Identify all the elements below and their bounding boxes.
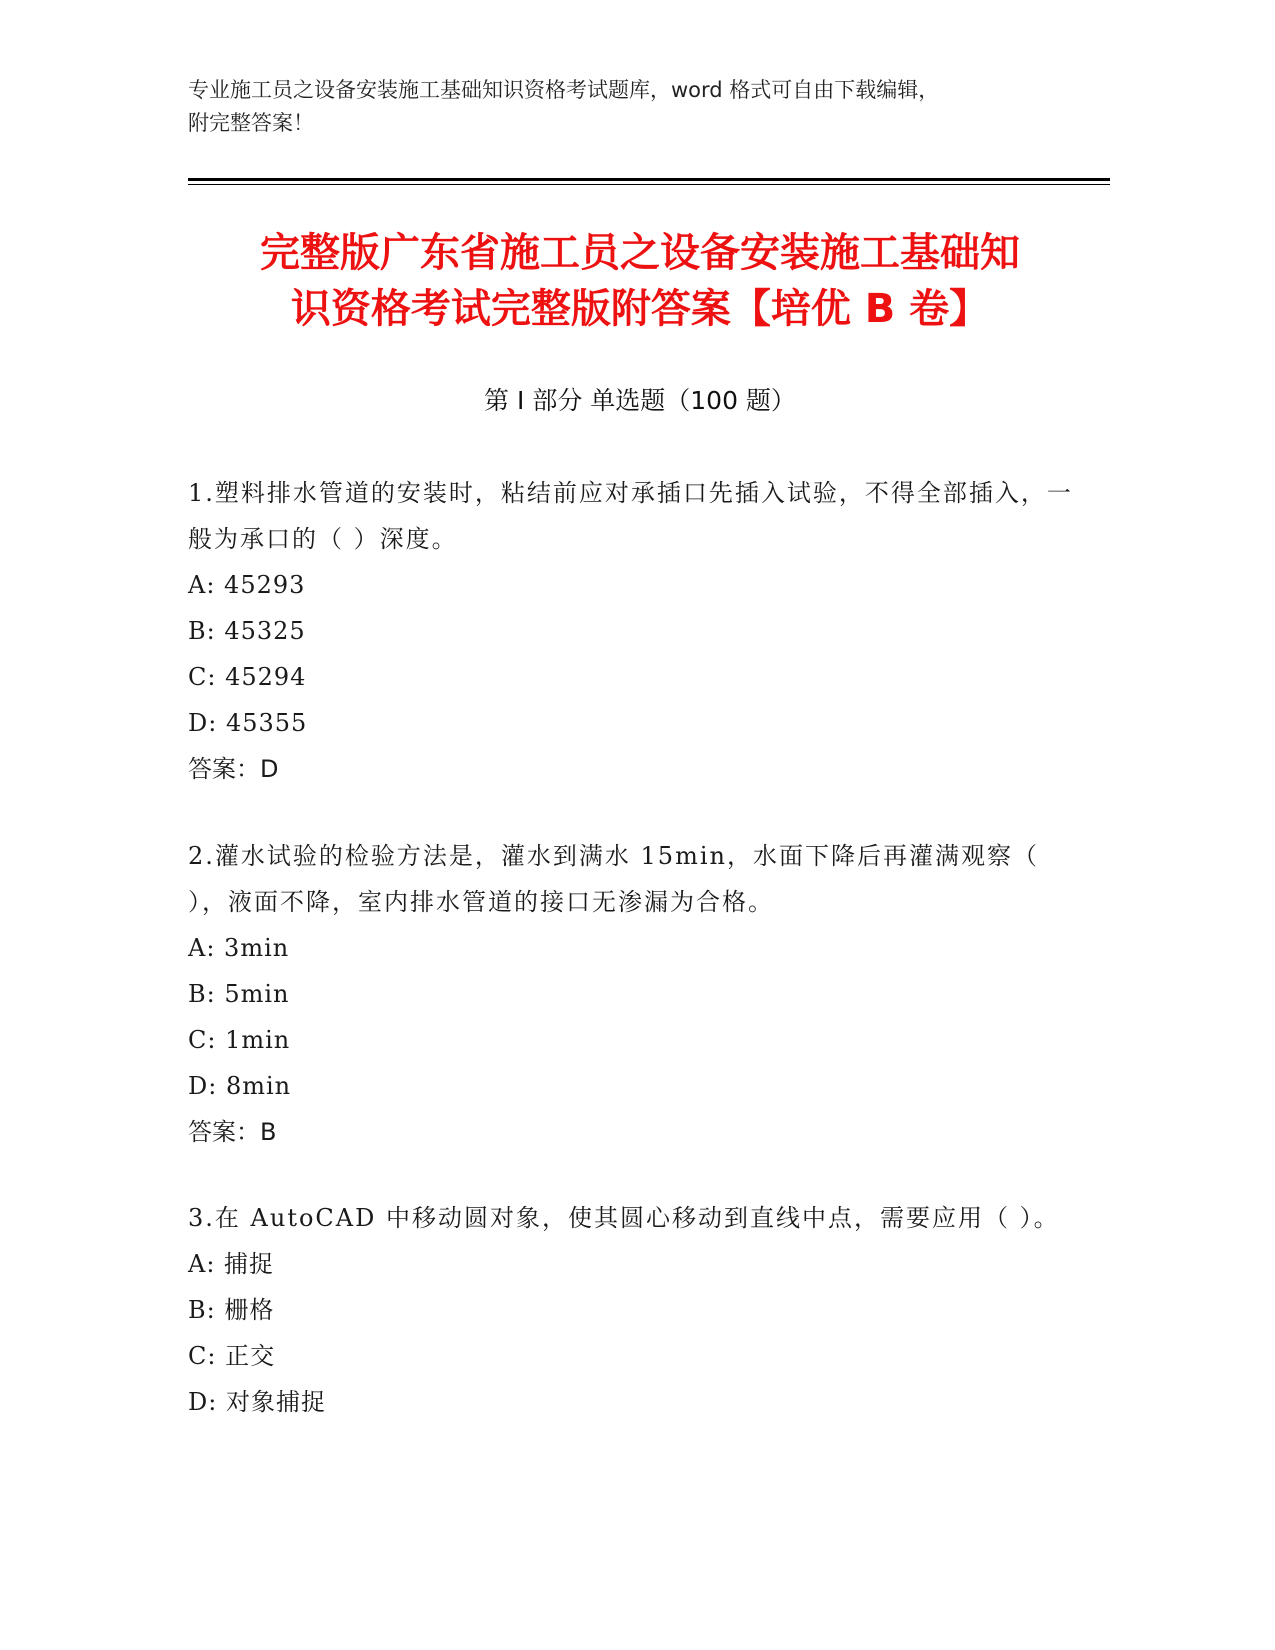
question-stem: 1.塑料排水管道的安装时，粘结前应对承插口先插入试验，不得全部插入，一般为承口的（ ）深度。 — [188, 479, 1073, 553]
question-2 — [188, 833, 1088, 1155]
question-1 — [188, 470, 1088, 792]
answer-line: 答案：D — [188, 755, 279, 783]
header-note — [188, 74, 1068, 140]
option-b: B: 5min — [188, 980, 290, 1008]
option-d: D: 8min — [188, 1072, 292, 1100]
section-heading: 第 I 部分 单选题（100 题） — [484, 386, 796, 415]
question-3 — [188, 1195, 1088, 1425]
option-d: D: 对象捕捉 — [188, 1388, 326, 1416]
answer-line: 答案：B — [188, 1118, 277, 1146]
option-b: B: 45325 — [188, 617, 306, 645]
question-stem: 2.灌水试验的检验方法是，灌水到满水 15min，水面下降后再灌满观察（ ），液面不降，室内排水管道的接口无渗漏为合格。 — [188, 842, 1039, 916]
header-note-line-2: 附完整答案！ — [188, 111, 314, 135]
document-title-line-2: 识资格考试完整版附答案【培优 B 卷】 — [290, 286, 990, 332]
option-c: C: 45294 — [188, 663, 307, 691]
option-a: A: 捕捉 — [188, 1250, 275, 1278]
document-title — [160, 225, 1120, 337]
option-b: B: 栅格 — [188, 1296, 275, 1324]
question-stem: 3.在 AutoCAD 中移动圆对象，使其圆心移动到直线中点，需要应用（ ）。 — [188, 1204, 1060, 1232]
option-a: A: 45293 — [188, 571, 306, 599]
header-note-line-1: 专业施工员之设备安装施工基础知识资格考试题库，word 格式可自由下载编辑， — [188, 78, 940, 102]
option-a: A: 3min — [188, 934, 290, 962]
document-title-line-1: 完整版广东省施工员之设备安装施工基础知 — [260, 230, 1020, 276]
header-divider-thick — [188, 178, 1110, 181]
option-c: C: 1min — [188, 1026, 291, 1054]
header-divider-thin — [188, 184, 1110, 185]
option-d: D: 45355 — [188, 709, 308, 737]
option-c: C: 正交 — [188, 1342, 276, 1370]
